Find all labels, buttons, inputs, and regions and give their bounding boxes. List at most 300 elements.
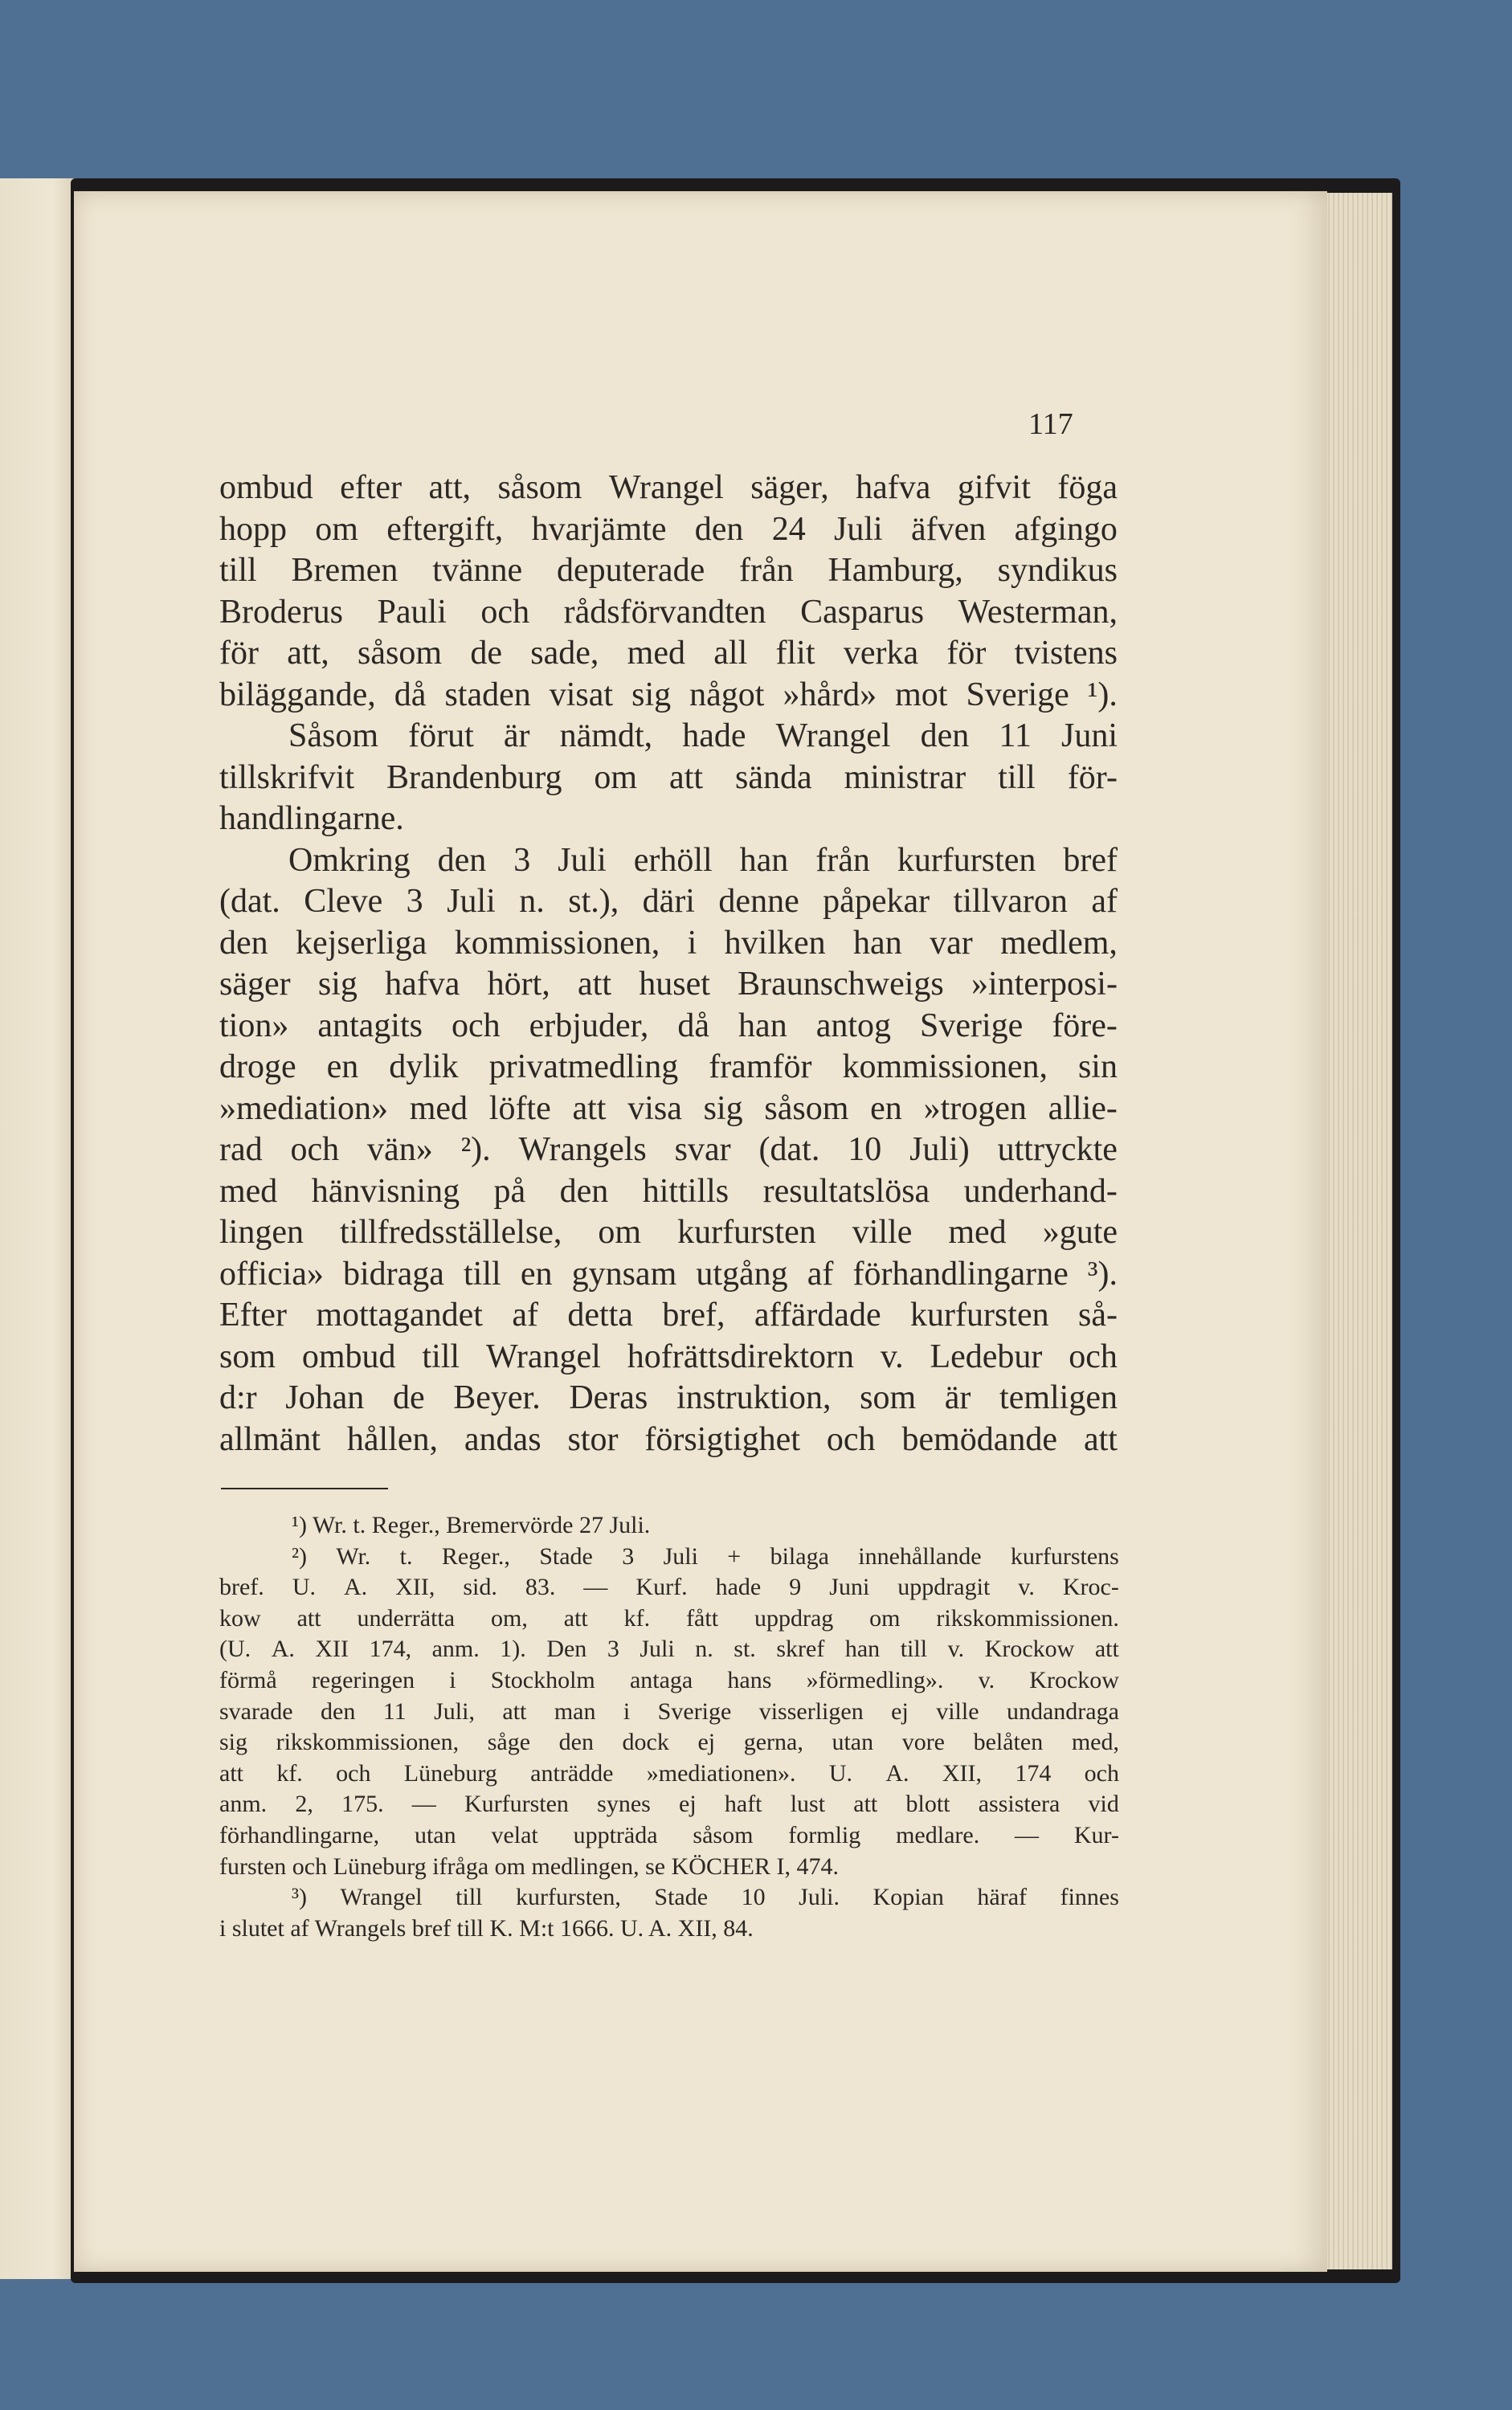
word: ²): [292, 1542, 307, 1570]
word: hafva: [856, 469, 931, 506]
footnote-line: [219, 1697, 1119, 1728]
word: den: [219, 924, 268, 962]
word: bemödande: [901, 1420, 1058, 1458]
word: ombud: [301, 1338, 396, 1375]
word: privatmedling: [488, 1048, 679, 1085]
word: en: [870, 1089, 902, 1127]
word: 24: [771, 510, 806, 548]
word: uppdrag: [754, 1604, 834, 1632]
word: föga: [1057, 469, 1118, 506]
word: 3: [622, 1542, 635, 1570]
word: säger,: [750, 469, 829, 506]
word: han: [853, 924, 902, 962]
word: A.: [344, 1574, 368, 1601]
word: är: [944, 1379, 971, 1416]
word: med,: [1071, 1729, 1119, 1756]
word: droge: [219, 1048, 296, 1085]
footnote-line: fursten och Lüneburg ifråga om medlingen, se KÖCHER I, 474.: [219, 1852, 839, 1880]
body-line: [219, 840, 1118, 882]
word: sig: [631, 676, 672, 713]
word: ville: [936, 1697, 979, 1725]
word: vid: [1088, 1791, 1119, 1818]
footnote-line: [219, 1758, 1119, 1790]
word: stor: [567, 1420, 619, 1458]
word: kejserliga: [296, 924, 427, 962]
word: kurfursten: [897, 841, 1036, 879]
word: uppträda: [573, 1821, 658, 1848]
word: och: [336, 1759, 371, 1787]
word: från: [815, 841, 870, 879]
word: hade: [682, 717, 746, 754]
footnote-line: [219, 1542, 1119, 1573]
body-line: [219, 675, 1118, 717]
word: som: [219, 1338, 276, 1375]
word: Bremen: [291, 552, 398, 589]
word: utan: [414, 1821, 456, 1848]
word: kurfursten: [677, 1214, 816, 1251]
word: antaga: [629, 1666, 693, 1693]
word: Pauli: [377, 593, 447, 631]
word: tvänne: [432, 552, 523, 589]
word: till: [219, 552, 257, 589]
word: visa: [627, 1089, 682, 1127]
word: visat: [549, 676, 614, 713]
word: 175.: [341, 1791, 384, 1818]
word: vän»: [367, 1131, 433, 1168]
word: den: [559, 1172, 609, 1210]
word: XII: [315, 1636, 349, 1663]
word: sända: [734, 758, 812, 796]
word: rad: [219, 1131, 263, 1168]
word: ej: [891, 1697, 909, 1725]
word: (dat.: [758, 1131, 820, 1168]
word: ¹).: [1087, 676, 1118, 713]
word: velat: [491, 1821, 538, 1848]
word: hofrättsdirektorn: [627, 1338, 854, 1375]
word: denne: [718, 883, 799, 920]
footnote-line: [219, 1727, 1119, 1758]
word: verka: [843, 635, 919, 672]
word: och: [1084, 1759, 1119, 1787]
word: kurfursten: [909, 1297, 1049, 1334]
word: han: [844, 1636, 881, 1663]
word: 83.: [525, 1574, 556, 1601]
word: ville: [852, 1214, 913, 1251]
word: visserligen: [758, 1697, 864, 1725]
body-line: [219, 1171, 1118, 1213]
word: »gute: [1042, 1214, 1118, 1251]
word: de: [470, 635, 502, 672]
word: Sverige: [966, 676, 1069, 713]
word: före-: [1052, 1007, 1118, 1044]
word: sade,: [530, 635, 599, 672]
word: Wrangel: [608, 469, 724, 506]
word: sig: [219, 1729, 248, 1756]
word: var: [930, 924, 973, 962]
word: att: [502, 1697, 527, 1725]
word: då: [394, 676, 427, 713]
word: officia»: [219, 1255, 324, 1293]
word: att: [219, 1759, 243, 1787]
word: att,: [428, 469, 471, 506]
word: att: [1083, 1420, 1118, 1458]
body-line: [219, 1212, 1118, 1254]
word: anm.: [431, 1636, 480, 1663]
word: 9: [789, 1574, 802, 1601]
word: allmänt: [219, 1420, 321, 1458]
word: d:r: [219, 1379, 257, 1416]
word: tillvaron: [953, 883, 1068, 920]
word: ej: [679, 1791, 697, 1818]
word: för: [946, 635, 987, 672]
footnote-rule: [221, 1488, 388, 1489]
word: för: [219, 635, 259, 672]
word: nämdt,: [559, 717, 653, 754]
word: Kurf.: [635, 1574, 688, 1601]
word: Ledebur: [930, 1338, 1043, 1375]
word: 10: [848, 1131, 882, 1168]
word: U.: [292, 1574, 316, 1601]
word: om: [594, 758, 638, 796]
word: ²).: [460, 1131, 491, 1168]
body-line: [219, 1295, 1118, 1337]
body-line: [219, 633, 1118, 675]
word: den: [694, 510, 744, 548]
word: att: [853, 1791, 878, 1818]
word: ministrar: [844, 758, 966, 796]
word: synes: [597, 1791, 651, 1818]
word: han: [738, 1007, 787, 1044]
word: Kur-: [1073, 1821, 1119, 1848]
word: syndikus: [997, 552, 1118, 589]
word: en: [520, 1255, 553, 1293]
word: hvarjämte: [531, 510, 667, 548]
word: 174,: [369, 1636, 412, 1663]
word: Wrangel: [340, 1884, 423, 1911]
word: sig: [703, 1089, 743, 1127]
word: erhöll: [633, 841, 713, 879]
word: finnes: [1060, 1884, 1119, 1911]
body-line: [219, 1089, 1118, 1130]
word: och: [290, 1131, 340, 1168]
word: om: [869, 1604, 901, 1632]
word: som: [860, 1379, 917, 1416]
word: »interposi-: [971, 966, 1118, 1003]
word: hade: [715, 1574, 762, 1601]
word: »förmedling».: [806, 1666, 944, 1693]
word: 1).: [500, 1636, 526, 1663]
body-line: [219, 1378, 1118, 1419]
word: med: [627, 635, 685, 672]
word: Stade: [539, 1542, 593, 1570]
word: instruktion,: [676, 1379, 832, 1416]
word: om: [598, 1214, 642, 1251]
word: de: [392, 1379, 425, 1416]
word: framför: [709, 1048, 812, 1085]
word: den: [920, 717, 970, 754]
word: staden: [444, 676, 531, 713]
word: biläggande,: [219, 676, 376, 713]
word: till: [900, 1636, 928, 1663]
body-line: [219, 964, 1118, 1006]
word: ombud: [219, 469, 313, 506]
body-line: [219, 1047, 1118, 1089]
word: v.: [978, 1666, 995, 1693]
word: och: [826, 1420, 876, 1458]
word: påpekar: [823, 883, 930, 920]
word: säger: [219, 966, 291, 1003]
body-line: [219, 1337, 1118, 1379]
word: Omkring: [288, 841, 411, 879]
word: skref: [776, 1636, 825, 1663]
word: Cleve: [304, 883, 383, 920]
body-line: [219, 923, 1118, 965]
word: till: [998, 758, 1036, 796]
word: —: [1015, 1821, 1040, 1848]
word: för-: [1067, 758, 1118, 796]
word: af: [807, 1255, 834, 1293]
word: XII,: [395, 1574, 435, 1601]
word: till: [422, 1338, 460, 1375]
word: tillfredsställelse,: [339, 1214, 562, 1251]
word: belåten: [973, 1729, 1044, 1756]
word: Juli,: [434, 1697, 475, 1725]
word: bidraga: [342, 1255, 444, 1293]
word: affärdade: [754, 1297, 881, 1334]
word: regeringen: [311, 1666, 415, 1693]
word: detta: [567, 1297, 633, 1334]
facing-page-edge: [0, 178, 79, 2279]
word: Efter: [219, 1297, 287, 1334]
word: resultatslösa: [762, 1172, 930, 1210]
body-text: [219, 468, 1118, 1460]
word: Deras: [569, 1379, 648, 1416]
word: att: [296, 1604, 321, 1632]
word: (U.: [219, 1636, 251, 1663]
word: tillskrifvit: [219, 758, 354, 796]
word: Wrangel: [485, 1338, 601, 1375]
word: tvistens: [1014, 635, 1118, 672]
word: den: [558, 1729, 594, 1756]
word: såsom: [693, 1821, 754, 1848]
word: sid.: [463, 1574, 497, 1601]
word: af: [1091, 883, 1118, 920]
word: Krockow: [1029, 1666, 1119, 1693]
footnote-line: [219, 1634, 1119, 1665]
word: erbjuder,: [529, 1007, 649, 1044]
word: 3: [406, 883, 423, 920]
word: haft: [724, 1791, 762, 1818]
body-line: [219, 1254, 1118, 1296]
word: äfven: [911, 510, 987, 548]
body-line: [219, 881, 1118, 923]
word: fått: [686, 1604, 719, 1632]
word: häraf: [977, 1884, 1028, 1911]
word: hopp: [219, 510, 287, 548]
word: lust: [790, 1791, 826, 1818]
word: hört,: [487, 966, 550, 1003]
word: »trogen: [923, 1089, 1027, 1127]
word: »mediationen».: [646, 1759, 796, 1787]
word: medlem,: [1000, 924, 1118, 962]
word: i: [623, 1697, 631, 1725]
word: kurfurstens: [1010, 1542, 1119, 1570]
word: till: [464, 1255, 501, 1293]
body-line: [219, 1419, 1118, 1461]
word: bref.: [219, 1574, 264, 1601]
word: den: [321, 1697, 356, 1725]
word: 2,: [295, 1791, 313, 1818]
word: st.: [734, 1636, 756, 1663]
word: bref: [1063, 841, 1118, 879]
footnote-line: [219, 1665, 1119, 1697]
word: 3: [607, 1636, 619, 1663]
word: kow: [219, 1604, 261, 1632]
word: Stade: [654, 1884, 709, 1911]
word: dock: [622, 1729, 669, 1756]
word: t.: [399, 1542, 413, 1570]
word: hafva: [385, 966, 460, 1003]
word: bref,: [662, 1297, 725, 1334]
word: n.: [695, 1636, 713, 1663]
word: med: [409, 1089, 468, 1127]
word: utan: [832, 1729, 874, 1756]
word: rikskommissionen,: [276, 1729, 460, 1756]
word: Sverige: [657, 1697, 732, 1725]
word: kommissionen,: [842, 1048, 1048, 1085]
word: med: [219, 1172, 278, 1210]
word: Kroc-: [1062, 1574, 1119, 1601]
word: 11: [999, 717, 1032, 754]
word: förmå: [219, 1666, 277, 1693]
word: Juli.: [799, 1884, 840, 1911]
word: Juli: [447, 883, 496, 920]
page-number: 117: [1028, 407, 1073, 441]
footnotes: [219, 1510, 1119, 1944]
footnote-line: [219, 1882, 1119, 1914]
word: så-: [1077, 1297, 1118, 1334]
word: kommissionen,: [454, 924, 660, 962]
word: rikskommissionen.: [936, 1604, 1119, 1632]
word: antagits: [317, 1007, 423, 1044]
word: mot: [895, 676, 948, 713]
word: n.: [519, 883, 545, 920]
word: Krockow: [984, 1636, 1075, 1663]
word: såsom: [764, 1089, 849, 1127]
word: medlare.: [896, 1821, 980, 1848]
word: kf.: [623, 1604, 651, 1632]
word: eftergift,: [386, 510, 504, 548]
word: blott: [905, 1791, 950, 1818]
word: Wrangel: [775, 717, 891, 754]
word: att: [572, 1089, 607, 1127]
word: innehållande: [858, 1542, 982, 1570]
word: uttryckte: [997, 1131, 1118, 1168]
word: anm.: [219, 1791, 268, 1818]
word: »hård»: [783, 676, 877, 713]
word: om,: [491, 1604, 528, 1632]
word: 11: [382, 1697, 407, 1725]
word: Juni: [829, 1574, 870, 1601]
word: allie-: [1048, 1089, 1118, 1127]
word: Sverige: [920, 1007, 1024, 1044]
word: en: [326, 1048, 359, 1085]
word: hittills: [642, 1172, 729, 1210]
word: Brandenburg: [386, 758, 562, 796]
word: såsom: [497, 469, 582, 506]
word: ³): [292, 1884, 307, 1911]
word: 174: [1015, 1759, 1052, 1787]
word: Juli: [640, 1636, 675, 1663]
word: såge: [487, 1729, 531, 1756]
word: något: [689, 676, 765, 713]
word: gynsam: [571, 1255, 677, 1293]
footnote-line: [219, 1820, 1119, 1852]
body-line: [219, 1129, 1118, 1171]
word: rådsförvandten: [563, 593, 766, 631]
body-line: [219, 1006, 1118, 1048]
word: assistera: [978, 1791, 1060, 1818]
word: Reger.,: [441, 1542, 510, 1570]
word: att: [669, 758, 704, 796]
word: Broderus: [219, 593, 343, 631]
word: antog: [815, 1007, 892, 1044]
word: den: [437, 841, 487, 879]
body-line: [219, 468, 1118, 509]
word: är: [503, 717, 530, 754]
word: svarade: [219, 1697, 293, 1725]
word: U.: [828, 1759, 853, 1787]
word: och: [451, 1007, 501, 1044]
word: Wr.: [336, 1542, 371, 1570]
body-line: [219, 758, 1118, 799]
word: ej: [697, 1729, 716, 1756]
word: huset: [639, 966, 710, 1003]
word: hänvisning: [311, 1172, 460, 1210]
word: temligen: [999, 1379, 1118, 1416]
word: Hamburg,: [828, 552, 963, 589]
word: Juni: [1060, 717, 1118, 754]
word: Casparus: [800, 593, 925, 631]
word: att: [1094, 1636, 1119, 1663]
word: afgingo: [1014, 510, 1118, 548]
word: uppdragit: [897, 1574, 991, 1601]
word: (dat.: [219, 883, 280, 920]
word: att: [578, 966, 611, 1003]
word: och: [480, 593, 530, 631]
word: XII,: [942, 1759, 982, 1787]
footnote-line: i slutet af Wrangels bref till K. M:t 1666. U. A. XII, 84.: [219, 1914, 754, 1942]
word: Kurfursten: [464, 1791, 569, 1818]
word: vore: [901, 1729, 945, 1756]
word: att,: [287, 635, 329, 672]
word: anträdde: [530, 1759, 614, 1787]
word: mottagandet: [316, 1297, 483, 1334]
word: då: [677, 1007, 710, 1044]
word: deputerade: [556, 552, 705, 589]
word: med: [948, 1214, 1007, 1251]
word: svar: [674, 1131, 731, 1168]
word: tion»: [219, 1007, 289, 1044]
word: på: [493, 1172, 526, 1210]
body-line: [219, 592, 1118, 634]
word: och: [1069, 1338, 1118, 1375]
word: underrätta: [357, 1604, 456, 1632]
word: —: [411, 1791, 436, 1818]
word: Lüneburg: [403, 1759, 497, 1787]
word: —: [583, 1574, 608, 1601]
word: efter: [340, 469, 403, 506]
